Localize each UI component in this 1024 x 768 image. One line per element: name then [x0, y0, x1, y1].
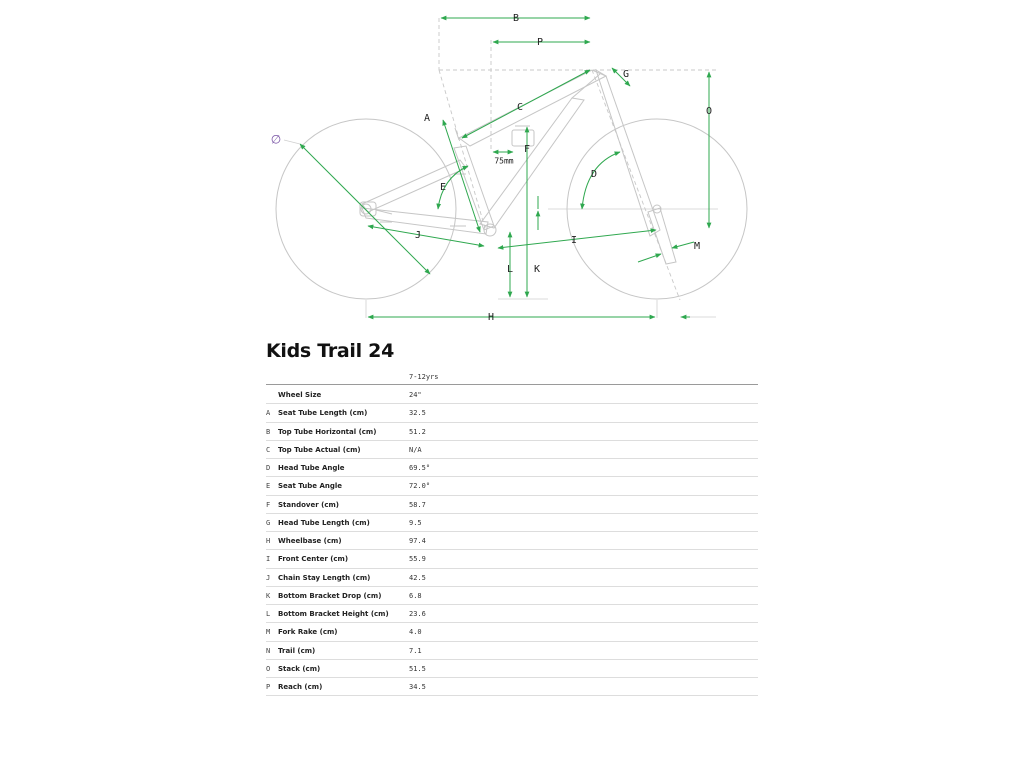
row-value: N/A: [409, 445, 422, 454]
dimension-labels: [271, 13, 712, 323]
row-value: 72.0°: [409, 482, 431, 491]
table-row: [266, 441, 758, 459]
row-value: 32.5: [409, 409, 426, 418]
row-letter: F: [266, 500, 271, 509]
label-e: E: [439, 182, 447, 193]
row-name: Standover (cm): [278, 500, 339, 509]
label-offset: 75mm: [494, 156, 514, 166]
table-row: [266, 605, 758, 623]
row-value: 4.0: [409, 628, 422, 637]
row-letter: H: [266, 537, 271, 545]
row-letter: P: [266, 683, 271, 691]
table-row: [266, 386, 758, 404]
table-row: [266, 642, 758, 660]
row-value: 7.1: [409, 646, 422, 655]
row-value: 55.9: [409, 555, 426, 564]
label-k: K: [533, 264, 541, 275]
table-row: [266, 532, 758, 550]
table-row: [266, 404, 758, 422]
reference-lines: [366, 18, 718, 318]
label-p: P: [536, 37, 544, 48]
row-value: 24": [409, 391, 422, 399]
table-row: [266, 550, 758, 568]
label-g: G: [622, 69, 630, 80]
row-name: Front Center (cm): [278, 555, 349, 564]
table-row: [266, 660, 758, 678]
table-row: [266, 514, 758, 532]
row-name: Bottom Bracket Height (cm): [278, 610, 389, 618]
label-i: I: [570, 235, 578, 246]
row-name: Stack (cm): [278, 664, 321, 673]
row-name: Chain Stay Length (cm): [278, 573, 371, 582]
geometry-table: [266, 386, 758, 696]
row-value: 97.4: [409, 537, 426, 545]
row-name: Wheel Size: [278, 391, 322, 399]
label-c: C: [516, 102, 524, 113]
row-letter: G: [266, 518, 271, 527]
label-m: M: [693, 241, 701, 252]
row-letter: K: [266, 591, 271, 600]
table-row: [266, 623, 758, 641]
wheel-size-icon: ∅: [270, 132, 282, 147]
table-row: [266, 459, 758, 477]
label-j: J: [414, 230, 422, 241]
row-name: Bottom Bracket Drop (cm): [278, 591, 382, 600]
table-row: [266, 587, 758, 605]
row-name: Trail (cm): [278, 646, 316, 655]
table-row: [266, 477, 758, 495]
row-letter: A: [266, 409, 271, 418]
row-value: 51.5: [409, 664, 426, 673]
row-name: Top Tube Horizontal (cm): [278, 427, 377, 436]
label-d: D: [590, 169, 598, 180]
header-divider: [266, 384, 758, 385]
row-value: 69.5°: [409, 464, 431, 472]
label-l: L: [506, 264, 514, 275]
page-title: Kids Trail 24: [266, 340, 395, 362]
row-name: Fork Rake (cm): [278, 628, 338, 637]
table-row: [266, 569, 758, 587]
label-b: B: [512, 13, 520, 24]
geometry-diagram: [0, 0, 1024, 330]
row-letter: C: [266, 445, 271, 454]
dim-m: [638, 254, 661, 262]
label-f: F: [523, 144, 531, 155]
row-value: 51.2: [409, 427, 426, 436]
row-letter: I: [266, 555, 271, 564]
row-letter: J: [266, 573, 271, 582]
row-name: Top Tube Actual (cm): [278, 445, 361, 454]
table-row: [266, 496, 758, 514]
label-h: H: [487, 312, 495, 323]
label-o: O: [705, 106, 713, 117]
table-row: [266, 423, 758, 441]
table-row: [266, 678, 758, 696]
dim-wheel: [300, 144, 430, 274]
row-letter: D: [266, 464, 271, 472]
row-name: Head Tube Angle: [278, 464, 345, 472]
row-name: Wheelbase (cm): [278, 537, 342, 545]
bike-frame: [360, 70, 676, 264]
size-column-header: 7-12yrs: [409, 373, 439, 381]
dim-d: [582, 152, 620, 209]
row-value: 58.7: [409, 500, 426, 509]
row-value: 23.6: [409, 610, 426, 618]
row-name: Seat Tube Angle: [278, 482, 343, 491]
row-name: Seat Tube Length (cm): [278, 409, 368, 418]
row-value: 9.5: [409, 518, 422, 527]
row-letter: L: [266, 610, 271, 618]
row-value: 34.5: [409, 683, 426, 691]
row-value: 6.8: [409, 591, 422, 600]
row-letter: N: [266, 646, 271, 655]
row-letter: E: [266, 482, 271, 491]
label-a: A: [423, 113, 431, 124]
dim-c: [462, 70, 590, 138]
dimension-lines: [284, 18, 709, 317]
row-letter: M: [266, 628, 271, 637]
row-name: Reach (cm): [278, 683, 323, 691]
row-letter: O: [266, 664, 271, 673]
row-name: Head Tube Length (cm): [278, 518, 370, 527]
row-letter: B: [266, 427, 271, 436]
row-value: 42.5: [409, 573, 426, 582]
